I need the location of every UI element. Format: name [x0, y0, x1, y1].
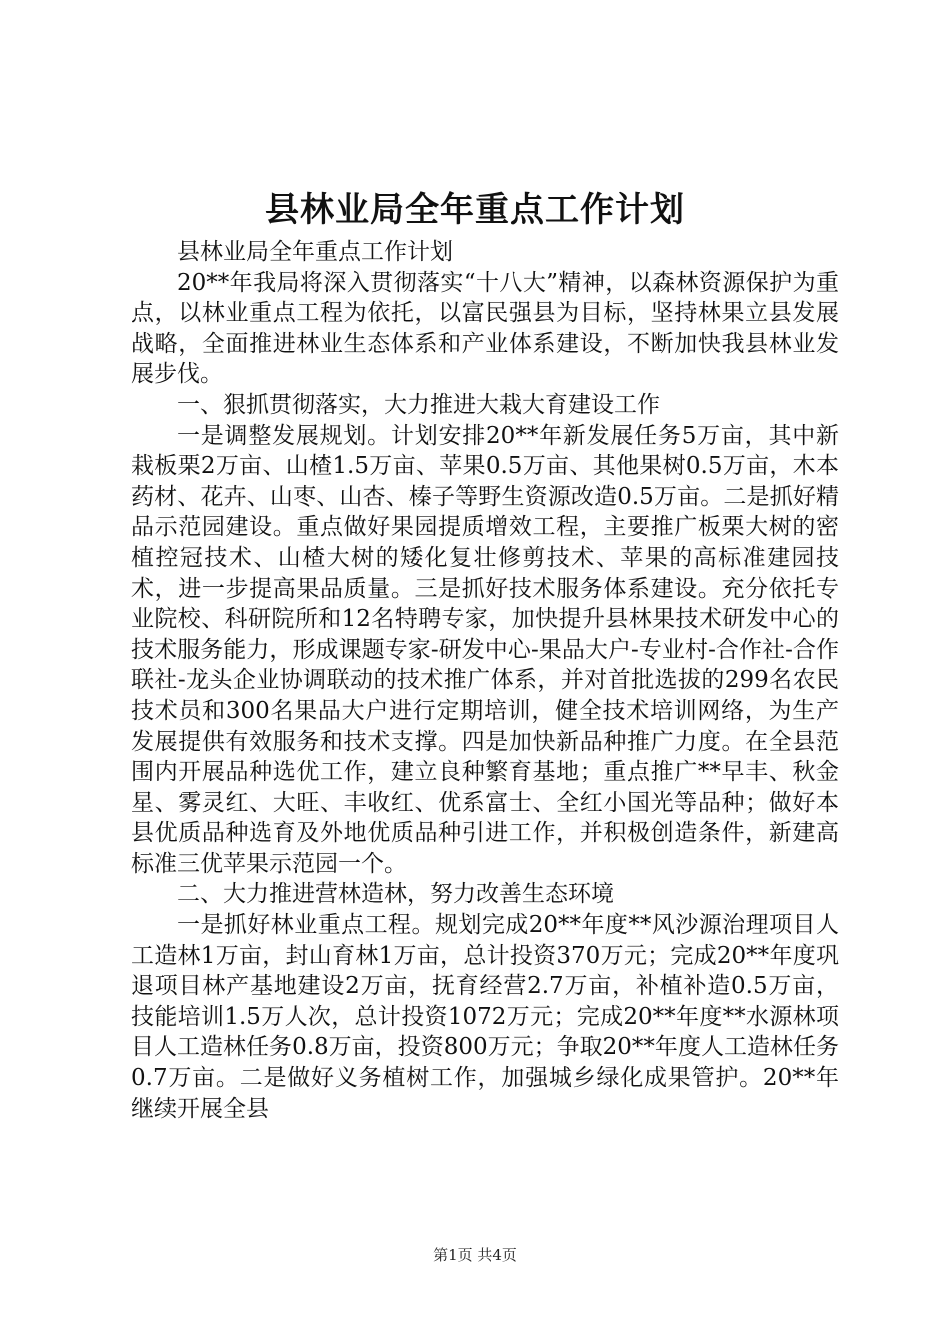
subtitle-paragraph: 县林业局全年重点工作计划: [177, 239, 453, 265]
section-heading-2: 二、大力推进营林造林，努力改善生态环境: [177, 881, 614, 908]
page-number: 第1页 共4页: [433, 1246, 517, 1264]
section-1-paragraph: 一是调整发展规划。计划安排20**年新发展任务5万亩，其中新栽板栗2万亩、山楂1.5万亩、苹果0.5万亩、其他果树0.5万亩，木本药材、花卉、山枣、山杏、榛子等野生资源改造0.5万亩。二是抓好精品示范园建设。重点做好果园提质增效工程，主要推广板栗大树的密植控冠技术、山楂大树的矮化复壮修剪技术、苹果的高标准建园技术，进一步提高果品质量。三是抓好技术服务体系建设。充分依托专业院校、科研院所和12名特聘专家，加快提升县林果技术研发中心的技术服务能力，形成课题专家-研发中心-果品大户-专业村-合作社-合作联社-龙头企业协调联动的技术推广体系，并对首批选拔的299名农民技术员和300名果品大户进行定期培训，健全技术培训网络，为生产发展提供有效服务和技术支撑。四是加快新品种推广力度。在全县范围内开展品种选优工作，建立良种繁育基地；重点推广**早丰、秋金星、雾灵红、大旺、丰收红、优系富士、全红小国光等品种；做好本县优质品种选育及外地优质品种引进工作，并积极创造条件，新建高标准三优苹果示范园一个。: [131, 422, 839, 877]
section-2-paragraph: 一是抓好林业重点工程。规划完成20**年度**风沙源治理项目人工造林1万亩，封山育林1万亩，总计投资370万元；完成20**年度巩退项目林产基地建设2万亩，抚育经营2.7万亩，补植补造0.5万亩，技能培训1.5万人次，总计投资1072万元；完成20**年度**水源林项目人工造林任务0.8万亩，投资800万元；争取20**年度人工造林任务0.7万亩。二是做好义务植树工作，加强城乡绿化成果管护。20**年继续开展全县: [131, 912, 839, 1122]
document-body: [131, 237, 839, 1124]
document-title: 县林业局全年重点工作计划: [265, 190, 685, 230]
page-footer: [0, 1245, 950, 1265]
intro-paragraph: 20**年我局将深入贯彻落实“十八大”精神，以森林资源保护为重点，以林业重点工程为依托，以富民强县为目标，坚持林果立县发展战略，全面推进林业生态体系和产业体系建设，不断加快我县林业发展步伐。: [131, 269, 839, 388]
section-heading-1: 一、狠抓贯彻落实，大力推进大栽大育建设工作: [177, 391, 660, 418]
